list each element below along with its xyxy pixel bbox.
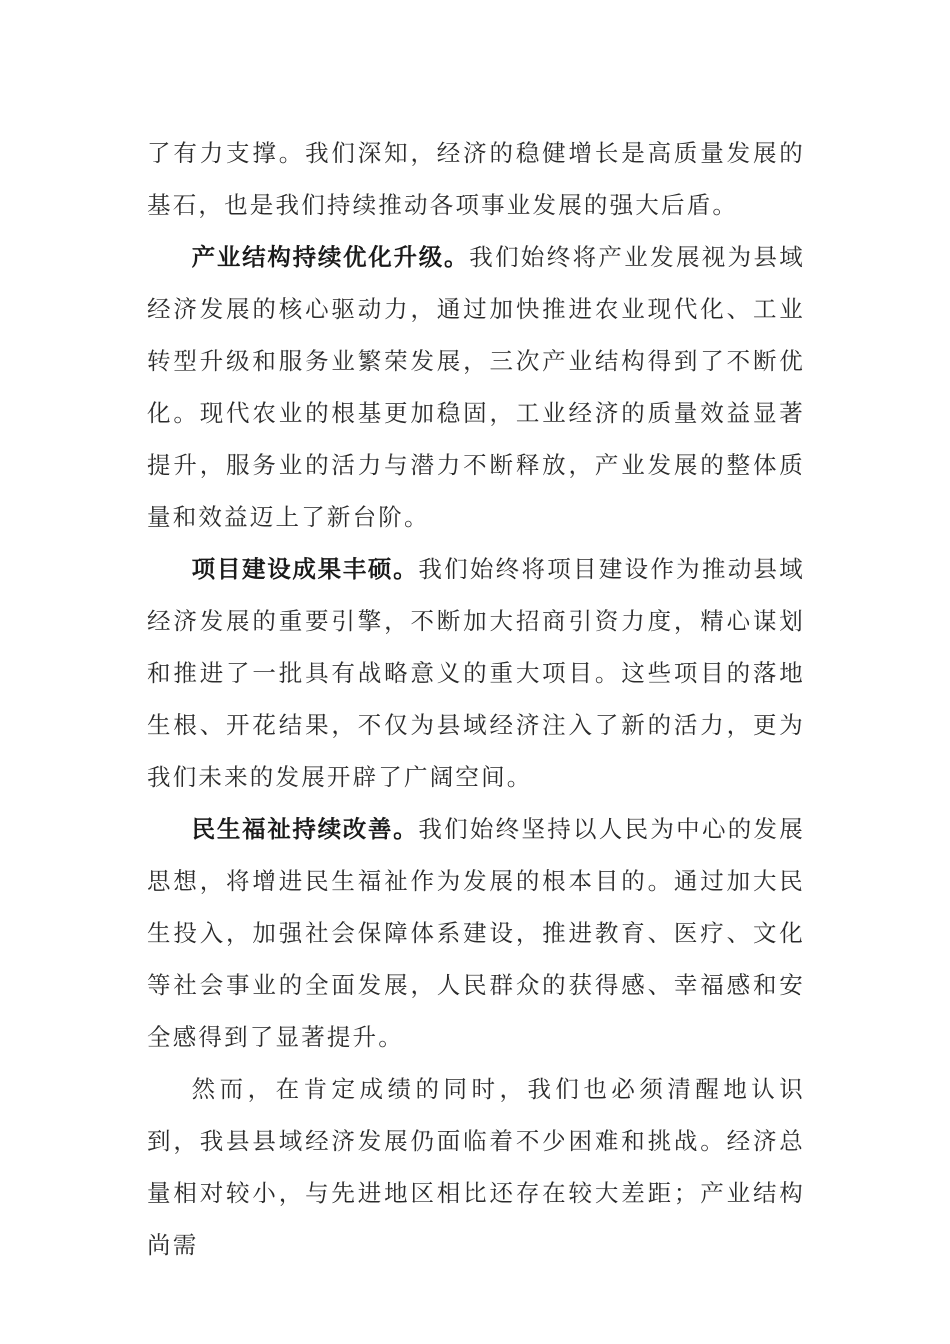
paragraph-text: 我们始终坚持以人民为中心的发展思想，将增进民生福祉作为发展的根本目的。通过加大民生投入，加强社会保障体系建设，推进教育、医疗、文化等社会事业的全面发展，人民群众的获得感、幸福感和安全感得到了显著提升。: [147, 815, 806, 1051]
paragraph-livelihood: [147, 803, 805, 1063]
paragraph-industrial-structure: [147, 231, 805, 543]
paragraph-challenges: [147, 1063, 805, 1271]
paragraph-text: 然而，在肯定成绩的同时，我们也必须清醒地认识到，我县县域经济发展仍面临着不少困难和挑战。经济总量相对较小，与先进地区相比还存在较大差距；产业结构尚需: [147, 1075, 805, 1259]
paragraph-heading: 产业结构持续优化升级。: [191, 243, 470, 271]
document-page: [147, 127, 805, 1271]
paragraph-text: 我们始终将项目建设作为推动县域经济发展的重要引擎，不断加大招商引资力度，精心谋划和推进了一批具有战略意义的重大项目。这些项目的落地生根、开花结果，不仅为县域经济注入了新的活力，更为我们未来的发展开辟了广阔空间。: [147, 555, 806, 791]
paragraph-project-construction: [147, 543, 805, 803]
paragraph-intro-continuation: [147, 127, 805, 231]
paragraph-heading: 民生福祉持续改善。: [191, 815, 419, 843]
paragraph-text: 了有力支撑。我们深知，经济的稳健增长是高质量发展的基石，也是我们持续推动各项事业发展的强大后盾。: [147, 139, 805, 219]
paragraph-heading: 项目建设成果丰硕。: [191, 555, 419, 583]
paragraph-text: 我们始终将产业发展视为县域经济发展的核心驱动力，通过加快推进农业现代化、工业转型升级和服务业繁荣发展，三次产业结构得到了不断优化。现代农业的根基更加稳固，工业经济的质量效益显著提升，服务业的活力与潜力不断释放，产业发展的整体质量和效益迈上了新台阶。: [147, 243, 805, 531]
